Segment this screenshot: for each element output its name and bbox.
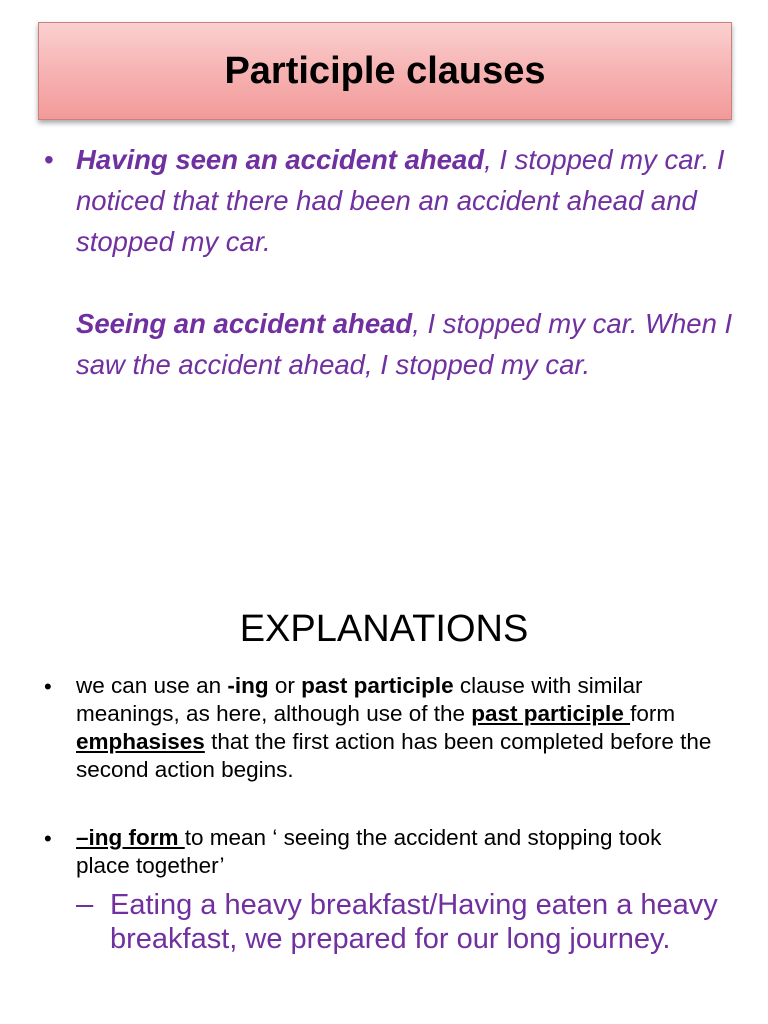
point-1-ing: -ing — [227, 673, 269, 698]
explanation-point-2 — [76, 824, 716, 880]
bullet-marker: • — [44, 144, 54, 175]
point-1-text: we can use an — [76, 673, 228, 698]
example-paragraph-2 — [76, 303, 736, 385]
title-banner — [38, 22, 732, 120]
explanation-point-1 — [76, 672, 716, 784]
example-2-text: , I stopped my car. When I saw the accident ahead, I stopped my car. — [76, 308, 733, 380]
point-1-emphasises: emphasises — [76, 729, 205, 754]
point-1-past-participle: past participle — [301, 673, 454, 698]
point-1-text: clause with similar meanings, as here, although use of the — [76, 673, 643, 726]
point-1-text: form — [630, 701, 676, 726]
example-subpoint: Eating a heavy breakfast/Having eaten a heavy breakfast, we prepared for our long journey. — [110, 889, 718, 955]
example-1-clause: Having seen an accident ahead — [76, 144, 485, 175]
example-2-clause: Seeing an accident ahead — [76, 308, 413, 339]
bullet-marker: • — [44, 826, 52, 851]
point-2-text: to mean ‘ seeing the accident and stopping took place together’ — [76, 825, 662, 878]
slide-title: Participle clauses — [224, 49, 546, 92]
example-paragraph-1 — [76, 139, 736, 262]
point-1-text: or — [268, 673, 302, 698]
point-1-past-participle-underlined: past participle — [471, 701, 631, 726]
point-2-ing-form: –ing form — [76, 825, 185, 850]
example-1-text: , I stopped my car. I noticed that there had been an accident ahead and stopped my car. — [76, 144, 725, 257]
explanations-heading: EXPLANATIONS — [239, 608, 529, 650]
bullet-marker: • — [44, 674, 52, 699]
point-1-text: that the first action has been completed before the second action begins. — [76, 729, 712, 782]
dash-marker: – — [76, 886, 94, 921]
